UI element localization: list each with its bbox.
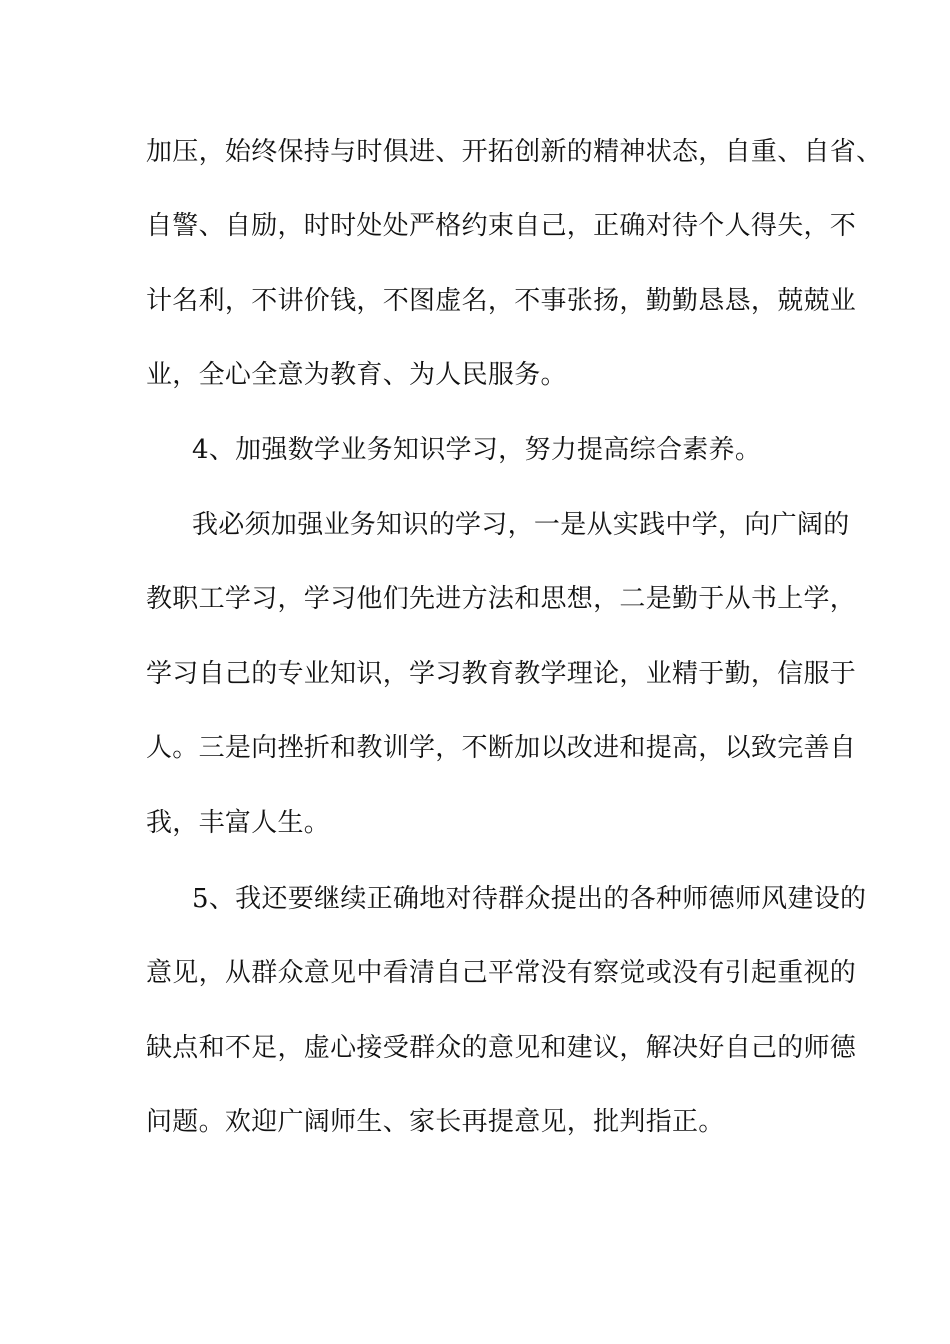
paragraph-line: 业，全心全意为教育、为人民服务。 (146, 360, 567, 390)
section-heading-4: 4、加强数学业务知识学习，努力提高综合素养。 (192, 435, 762, 465)
paragraph-line: 人。三是向挫折和教训学，不断加以改进和提高，以致完善自 (146, 733, 857, 763)
section-heading-5: 5、我还要继续正确地对待群众提出的各种师德师风建设的 (192, 884, 867, 914)
paragraph-line: 计名利，不讲价钱，不图虚名，不事张扬，勤勤恳恳，兢兢业 (146, 286, 857, 316)
paragraph-line: 意见，从群众意见中看清自己平常没有察觉或没有引起重视的 (146, 958, 857, 988)
paragraph-line: 问题。欢迎广阔师生、家长再提意见，批判指正。 (146, 1107, 725, 1137)
paragraph-line: 学习自己的专业知识，学习教育教学理论，业精于勤，信服于 (146, 659, 857, 689)
paragraph-line: 加压，始终保持与时俱进、开拓创新的精神状态，自重、自省、 (146, 137, 883, 167)
paragraph-line: 缺点和不足，虚心接受群众的意见和建议，解决好自己的师德 (146, 1033, 857, 1063)
paragraph-line: 我，丰富人生。 (146, 808, 331, 838)
paragraph-line: 自警、自励，时时处处严格约束自己，正确对待个人得失，不 (146, 211, 857, 241)
paragraph-line: 我必须加强业务知识的学习，一是从实践中学，向广阔的 (192, 510, 850, 540)
paragraph-line: 教职工学习，学习他们先进方法和思想，二是勤于从书上学， (146, 584, 857, 614)
